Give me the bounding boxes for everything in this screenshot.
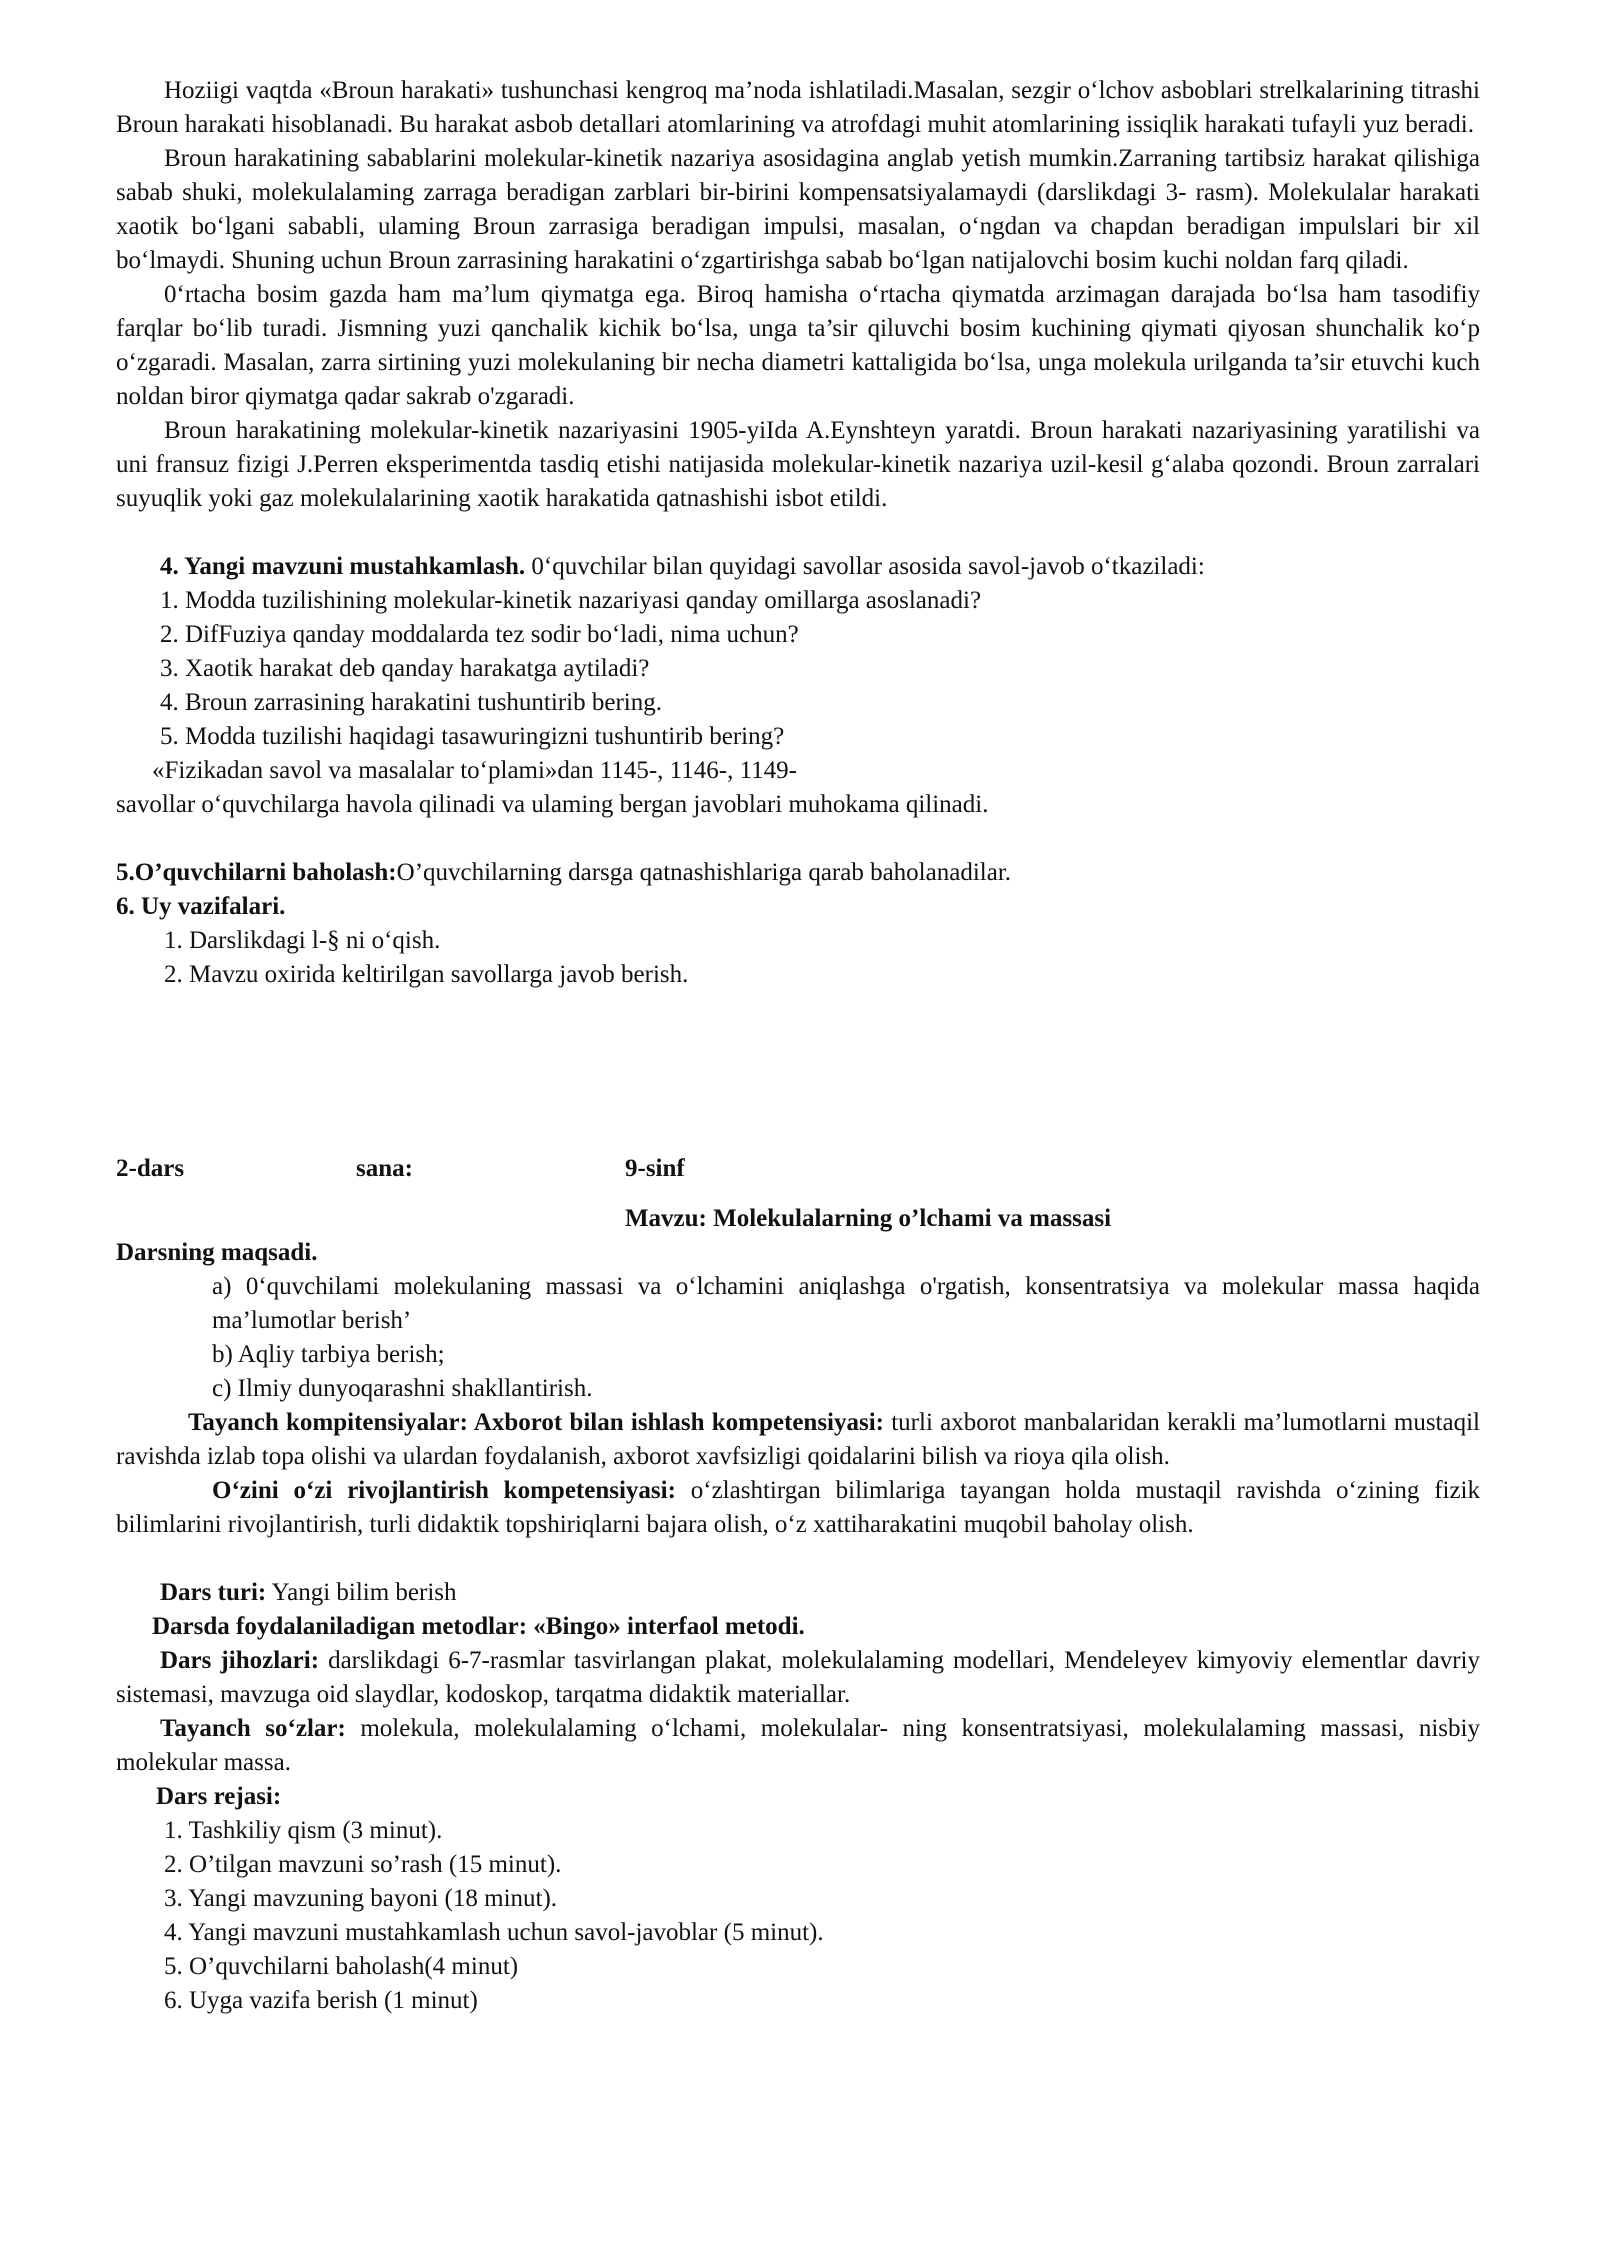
competency-self-heading: O‘zini o‘zi rivojlantirish kompetensiyasi: (212, 1477, 676, 1504)
plan-item: 3. Yangi mavzuning bayoni (18 minut). (164, 1885, 558, 1912)
section5-text: O’quvchilarning darsga qatnashishlariga qarab baholanadilar. (396, 859, 1012, 886)
spacer (116, 1186, 1480, 1202)
paragraph-einstein-theory: Broun harakatining molekular-kinetik nazariyasini 1905-yiIda A.Eynshteyn yaratdi. Broun harakati nazariyasining yaratilishi va uni fransuz fizigi J.Perren eksperimentda tasdiq etishi natijasida molekular-kinetik nazariya uzil-kesil g‘alaba qozondi. Broun zarralari suyuqlik yoki gaz molekulalarining xaotik harakatida qatnashishi isbot etildi. (116, 417, 1480, 512)
competency-information-heading: Tayanch kompitensiyalar: Axborot bilan ishlash kompetensiyasi: (188, 1409, 884, 1436)
section4-intro: 0‘quvchilar bilan quyidagi savollar asosida savol-javob o‘tkaziladi: (525, 553, 1205, 580)
question-item: 2. DifFuziya qanday moddalarda tez sodir bo‘ladi, nima uchun? (160, 621, 799, 648)
plan-item: 4. Yangi mavzuni mustahkamlash uchun savol-javoblar (5 minut). (164, 1919, 824, 1946)
lesson-keywords (116, 1712, 1480, 1780)
paragraph-brownian-causes: Broun harakatining sabablarini molekular-kinetik nazariya asosidagina anglab yetish mumkin.Zarraning tartibsiz harakat qilishiga sabab shuki, molekulalaming zarraga beradigan zarblari bir-birini kompensatsiyalamaydi (darslikdagi 3- rasm). Molekulalar harakati xaotik bo‘lgani sababli, ulaming Broun zarrasiga beradigan impulsi, masalan, o‘ngdan va chapdan beradigan impulslari bir xil bo‘lmaydi. Shuning uchun Broun zarrasining harakatini o‘zgartirishga sabab bo‘lgan natijalovchi bosim kuchi noldan farq qiladi. (116, 145, 1480, 274)
competency-information (116, 1406, 1480, 1474)
plan-item: 2. O’tilgan mavzuni so’rash (15 minut). (164, 1851, 562, 1878)
spacer (116, 516, 1480, 550)
question-item: 5. Modda tuzilishi haqidagi tasawuringizni tushuntirib bering? (160, 723, 785, 750)
lesson-keywords-heading: Tayanch so‘zlar: (160, 1715, 346, 1742)
homework-item: 2. Mavzu oxirida keltirilgan savollarga javob berish. (164, 961, 689, 988)
question-item: 4. Broun zarrasining harakatini tushuntirib bering. (160, 689, 662, 716)
lesson-plan-heading: Dars rejasi: (156, 1783, 282, 1810)
lesson-keywords-text: molekula, molekulalaming o‘lchami, molekulalar- ning konsentratsiyasi, molekulalaming massasi, nisbiy molekular massa. (116, 1715, 1480, 1776)
lesson-goal-heading: Darsning maqsadi. (116, 1239, 318, 1266)
lesson-type-text: Yangi bilim berish (266, 1579, 457, 1606)
lesson-methods: Darsda foydalaniladigan metodlar: «Bingo» interfaol metodi. (152, 1613, 805, 1640)
question-item: 1. Modda tuzilishining molekular-kinetik nazariyasi qanday omillarga asoslanadi? (160, 587, 982, 614)
reference-line-cont: savollar o‘quvchilarga havola qilinadi va ulaming bergan javoblari muhokama qilinadi. (116, 791, 989, 818)
document-page (116, 74, 1480, 2018)
spacer (116, 822, 1480, 856)
lesson-equipment (116, 1644, 1480, 1712)
lesson-number: 2-dars (116, 1155, 185, 1182)
paragraph-average-pressure: 0‘rtacha bosim gazda ham ma’lum qiymatga ega. Biroq hamisha o‘rtacha qiymatda arzimagan darajada bo‘lsa ham tasodifiy farqlar bo‘lib turadi. Jismning yuzi qanchalik kichik bo‘lsa, unga ta’sir qiluvchi bosim kuchining qiymati qiyosan shunchalik ko‘p o‘zgaradi. Masalan, zarra sirtining yuzi molekulaning bir necha diametri kattaligida bo‘lsa, unga molekula urilganda ta’sir etuvchi kuch noldan biror qiymatga qadar sakrab o'zgaradi. (116, 281, 1480, 410)
paragraph-brownian-broad: Hoziigi vaqtda «Broun harakati» tushunchasi kengroq ma’noda ishlatiladi.Masalan, sezgir o‘lchov asboblari strelkalarining titrashi Broun harakati hisoblanadi. Bu harakat asbob detallari atomlarining va atrofdagi muhit atomlarining issiqlik harakati tufayli yuz beradi. (116, 77, 1480, 138)
plan-item: 5. O’quvchilarni baholash(4 minut) (164, 1953, 519, 1980)
lesson-topic: Mavzu: Molekulalarning o’lchami va massasi (624, 1205, 1112, 1232)
spacer (116, 992, 1480, 1152)
lesson-date-label: sana: (356, 1155, 413, 1182)
question-item: 3. Xaotik harakat deb qanday harakatga aytiladi? (160, 655, 650, 682)
section4-heading: 4. Yangi mavzuni mustahkamlash. (160, 553, 526, 580)
homework-item: 1. Darslikdagi l-§ ni o‘qish. (164, 927, 441, 954)
lesson-type (116, 1576, 1480, 1610)
spacer (116, 1542, 1480, 1576)
competency-self-text: o‘zlashtirgan bilimlariga tayangan holda mustaqil ravishda o‘zining fizik bilimlarini rivojlantirish, turli didaktik topshiriqlarni bajara olish, o‘z xattiharakatini muqobil baholay olish. (116, 1477, 1481, 1538)
section5-line (116, 856, 1480, 890)
section4-heading-line (116, 550, 1480, 584)
lesson-goal-a: a) 0‘quvchilami molekulaning massasi va o‘lchamini aniqlashga o'rgatish, konsentratsiya va molekular massa haqida ma’lumotlar berish’ (212, 1273, 1480, 1334)
plan-item: 1. Tashkiliy qism (3 minut). (164, 1817, 443, 1844)
lesson-header (116, 1152, 1480, 1186)
reference-line: «Fizikadan savol va masalalar to‘plami»dan 1145-, 1146-, 1149- (152, 757, 797, 784)
lesson-type-heading: Dars turi: (160, 1579, 267, 1606)
lesson-grade: 9-sinf (625, 1155, 685, 1182)
competency-information-text: turli axborot manbalaridan kerakli ma’lumotlarni mustaqil ravishda izlab topa olishi va ulardan foydalanish, axborot xavfsizligi qoidalarini bilish va rioya qila olish. (116, 1409, 1480, 1470)
plan-item: 6. Uyga vazifa berish (1 minut) (164, 1987, 478, 2014)
section6-heading: 6. Uy vazifalari. (116, 893, 286, 920)
competency-self-development (116, 1474, 1480, 1542)
lesson-goal-b: b) Aqliy tarbiya berish; (212, 1341, 445, 1368)
lesson-goal-c: c) Ilmiy dunyoqarashni shakllantirish. (212, 1375, 593, 1402)
lesson-equipment-heading: Dars jihozlari: (160, 1647, 320, 1674)
section5-heading: 5.O’quvchilarni baholash: (116, 859, 397, 886)
lesson-equipment-text: darslikdagi 6-7-rasmlar tasvirlangan plakat, molekulalaming modellari, Mendeleyev kimyoviy elementlar davriy sistemasi, mavzuga oid slaydlar, kodoskop, tarqatma didaktik materiallar. (116, 1647, 1480, 1708)
